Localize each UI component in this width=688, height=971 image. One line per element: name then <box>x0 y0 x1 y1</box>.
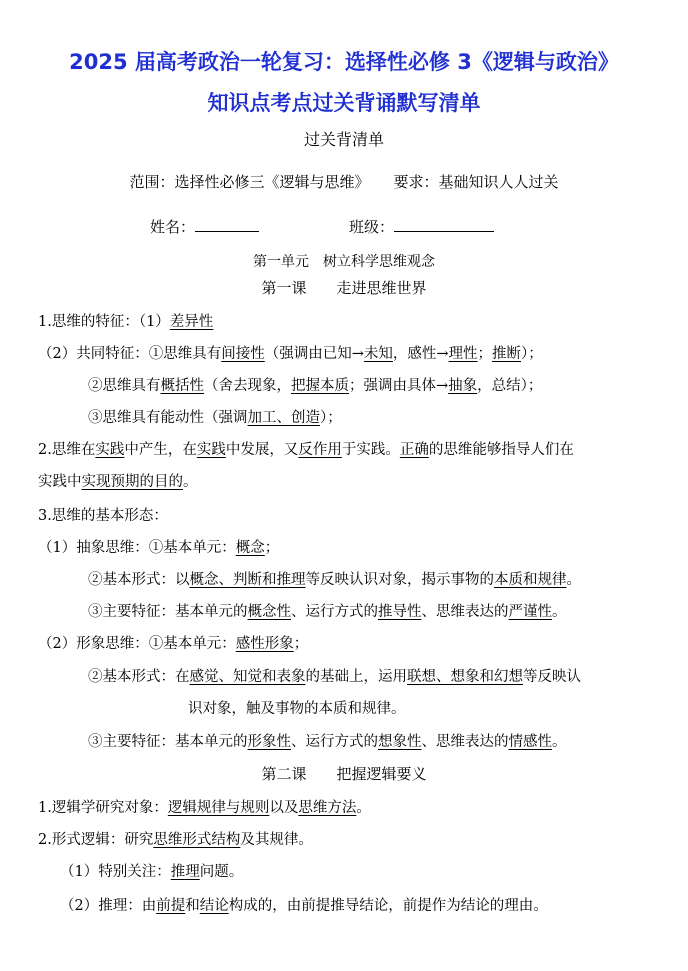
answer-segment: 感性形象 <box>235 636 294 652</box>
text-segment: 、运行方式的 <box>291 734 378 750</box>
text-segment: 。 <box>552 604 567 620</box>
text-segment: （舍去现象， <box>204 378 291 394</box>
logic-research-object <box>38 798 371 818</box>
abstract-thinking-unit <box>38 538 279 558</box>
section-1-common-features <box>38 344 543 364</box>
section-1-line <box>38 312 213 332</box>
text-segment: （2）推理：由 <box>60 898 157 914</box>
text-segment: 和 <box>185 898 200 914</box>
text-segment: ； <box>264 540 280 556</box>
text-segment: ； <box>293 636 309 652</box>
text-segment: 。 <box>552 734 567 750</box>
text-segment: ②基本形式：在 <box>88 669 190 685</box>
answer-segment: 未知 <box>363 346 393 362</box>
formal-logic-focus <box>60 862 243 882</box>
text-segment: ②思维具有 <box>88 378 161 394</box>
answer-segment: 实践 <box>95 442 125 458</box>
text-segment: 、运行方式的 <box>291 604 378 620</box>
name-label: 姓名： <box>150 218 196 236</box>
text-segment: ③思维具有能动性（强调 <box>88 410 248 426</box>
document-title-line-2: 知识点考点过关背诵默写清单 <box>207 91 481 115</box>
text-segment: 中产生，在 <box>124 442 197 458</box>
answer-segment: 本质和规律 <box>494 572 567 588</box>
answer-segment: 加工、创造 <box>247 410 320 426</box>
text-segment: ）； <box>521 346 543 362</box>
text-segment: （1）特别关注： <box>60 864 171 880</box>
requirement-label: 要求：基础知识人人过关 <box>393 173 559 191</box>
answer-segment: 差异性 <box>169 314 214 330</box>
text-segment: 。 <box>356 800 371 816</box>
answer-segment: 间接性 <box>221 346 265 362</box>
document-subtitle: 过关背清单 <box>303 130 384 149</box>
text-segment: 于实践。 <box>341 442 400 458</box>
abstract-thinking-features <box>88 602 567 622</box>
section-3-heading: 3.思维的基本形态： <box>38 508 168 524</box>
answer-segment: 逻辑规律与规则 <box>167 800 270 816</box>
lesson-2-heading: 第二课 把握逻辑要义 <box>261 765 427 783</box>
answer-segment: 正确 <box>399 442 429 458</box>
formal-logic-inference <box>60 896 548 916</box>
text-segment: 及其规律。 <box>240 832 313 848</box>
image-thinking-features <box>88 732 567 752</box>
text-segment: 、思维表达的 <box>421 734 509 750</box>
text-segment: 2.思维在 <box>38 442 96 458</box>
text-segment: 。 <box>183 474 198 490</box>
text-segment: 、思维表达的 <box>421 604 509 620</box>
answer-segment: 概念、判断和推理 <box>189 572 306 588</box>
text-segment: ，感性→ <box>392 346 449 362</box>
answer-segment: 概括性 <box>160 378 204 394</box>
text-segment: 。 <box>566 572 581 588</box>
text-segment: ③主要特征：基本单元的 <box>88 604 248 620</box>
answer-segment: 情感性 <box>508 734 552 750</box>
text-segment: 中发展，又 <box>225 442 299 458</box>
answer-segment: 推导性 <box>378 604 422 620</box>
answer-segment: 概念 <box>235 540 265 556</box>
text-segment: 等反映认 <box>523 669 581 685</box>
text-segment: 以及 <box>269 800 299 816</box>
text-segment: 的思维能够指导人们在 <box>428 442 574 458</box>
answer-segment: 实践 <box>196 442 226 458</box>
image-thinking-form-continued: 识对象，触及事物的本质和规律。 <box>188 701 406 717</box>
answer-segment: 结论 <box>199 898 229 914</box>
answer-segment: 严谨性 <box>508 604 552 620</box>
text-segment: ）； <box>320 410 342 426</box>
answer-segment: 理性 <box>448 346 478 362</box>
abstract-thinking-form <box>88 570 581 590</box>
answer-segment: 想象性 <box>378 734 422 750</box>
text-segment: （2）共同特征：①思维具有 <box>38 346 222 362</box>
text-segment: （强调由已知→ <box>264 346 364 362</box>
answer-segment: 思维方法 <box>298 800 357 816</box>
answer-segment: 实现预期的目的 <box>81 474 183 490</box>
text-segment: 等反映认识对象，揭示事物的 <box>305 572 494 588</box>
text-segment: ；强调由具体→ <box>349 378 449 394</box>
answer-segment: 反作用 <box>298 442 342 458</box>
student-info-line <box>150 217 494 237</box>
answer-segment: 思维形式结构 <box>153 832 241 848</box>
class-label: 班级： <box>349 218 395 236</box>
text-segment: 实践中 <box>38 474 82 490</box>
scope-label: 范围：选择性必修三《逻辑与思维》 <box>129 173 370 191</box>
text-segment: ③主要特征：基本单元的 <box>88 734 248 750</box>
answer-segment: 形象性 <box>247 734 291 750</box>
scope-line <box>0 172 688 192</box>
answer-segment: 联想、想象和幻想 <box>407 669 523 685</box>
text-segment: 1.逻辑学研究对象： <box>38 800 168 816</box>
image-thinking-form <box>88 667 581 687</box>
text-segment: ； <box>477 346 493 362</box>
document-title-line-1: 2025 届高考政治一轮复习：选择性必修 3《逻辑与政治》 <box>69 50 619 74</box>
answer-segment: 推断 <box>492 346 522 362</box>
answer-segment: 感觉、知觉和表象 <box>189 669 306 685</box>
section-1-agency <box>88 408 342 428</box>
text-segment: 构成的，由前提推导结论，前提作为结论的理由。 <box>228 898 548 914</box>
answer-segment: 推理 <box>170 864 200 880</box>
section-2-line-1 <box>38 440 574 460</box>
answer-segment: 概念性 <box>247 604 291 620</box>
unit-1-heading: 第一单元 树立科学思维观念 <box>253 254 435 270</box>
text-segment: 的基础上，运用 <box>305 669 407 685</box>
formal-logic-line <box>38 830 313 850</box>
text-segment: ，总结）； <box>477 378 543 394</box>
lesson-1-heading: 第一课 走进思维世界 <box>261 279 427 297</box>
image-thinking-unit <box>38 634 308 654</box>
section-1-generality <box>88 376 542 396</box>
text-segment: （2）形象思维：①基本单元： <box>38 636 236 652</box>
answer-segment: 把握本质 <box>291 378 349 394</box>
answer-segment: 前提 <box>156 898 186 914</box>
text-segment: 问题。 <box>199 864 244 880</box>
text-segment: （1）抽象思维：①基本单元： <box>38 540 236 556</box>
answer-segment: 抽象 <box>448 378 478 394</box>
text-segment: 1.思维的特征：（1） <box>38 314 170 330</box>
text-segment: ②基本形式：以 <box>88 572 190 588</box>
text-segment: 2.形式逻辑：研究 <box>38 832 154 848</box>
name-blank[interactable] <box>195 217 259 232</box>
class-blank[interactable] <box>394 217 494 232</box>
section-2-line-2 <box>38 472 198 492</box>
